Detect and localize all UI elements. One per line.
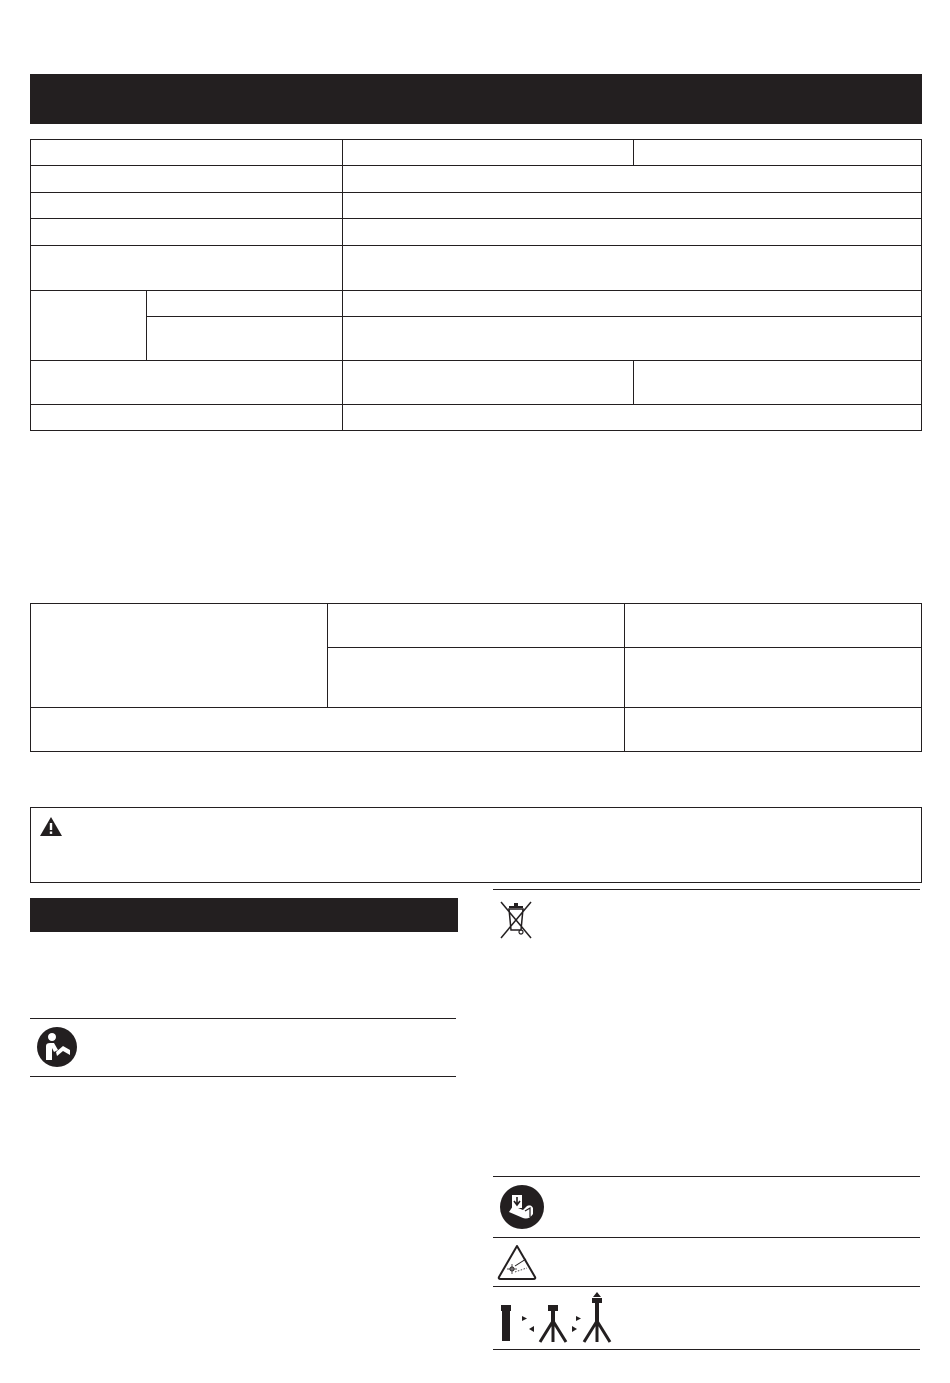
battery-cell	[30, 603, 328, 708]
spec-cell	[30, 290, 147, 361]
battery-cell	[624, 603, 922, 648]
divider	[493, 889, 920, 890]
spec-cell	[342, 316, 922, 361]
spec-cell	[146, 290, 343, 317]
warning-box	[30, 807, 922, 883]
divider	[30, 1076, 456, 1077]
spec-cell	[30, 245, 343, 291]
spec-cell	[30, 218, 343, 246]
battery-cell	[327, 647, 625, 708]
spec-cell	[342, 139, 634, 166]
battery-cell	[624, 707, 922, 752]
crossed-out-wheelie-bin-icon	[499, 900, 533, 940]
read-manual-icon	[36, 1026, 78, 1068]
divider	[30, 1018, 456, 1019]
divider	[493, 1349, 920, 1350]
divider	[493, 1237, 920, 1238]
spec-cell	[146, 316, 343, 361]
battery-cell	[30, 707, 625, 752]
spec-cell	[633, 139, 922, 166]
symbols-header-bar	[30, 898, 458, 932]
light-beam-caution-icon	[497, 1244, 537, 1280]
spec-cell	[342, 192, 922, 219]
specifications-header-bar	[30, 74, 922, 124]
spec-cell	[30, 165, 343, 193]
spec-cell	[633, 360, 922, 405]
divider	[493, 1176, 920, 1177]
warning-triangle-icon	[39, 816, 63, 837]
spec-cell	[30, 404, 343, 431]
divider	[493, 1286, 920, 1287]
battery-cell	[327, 603, 625, 648]
hand-pinch-caution-icon	[499, 1184, 545, 1230]
spec-cell	[30, 139, 343, 166]
spec-cell	[342, 245, 922, 291]
spec-cell	[342, 165, 922, 193]
battery-cell	[624, 647, 922, 708]
spec-cell	[30, 360, 343, 405]
spec-cell	[342, 218, 922, 246]
spec-cell	[342, 360, 634, 405]
tripod-setup-steps-icon	[496, 1291, 618, 1345]
spec-cell	[342, 404, 922, 431]
spec-cell	[342, 290, 922, 317]
spec-cell	[30, 192, 343, 219]
